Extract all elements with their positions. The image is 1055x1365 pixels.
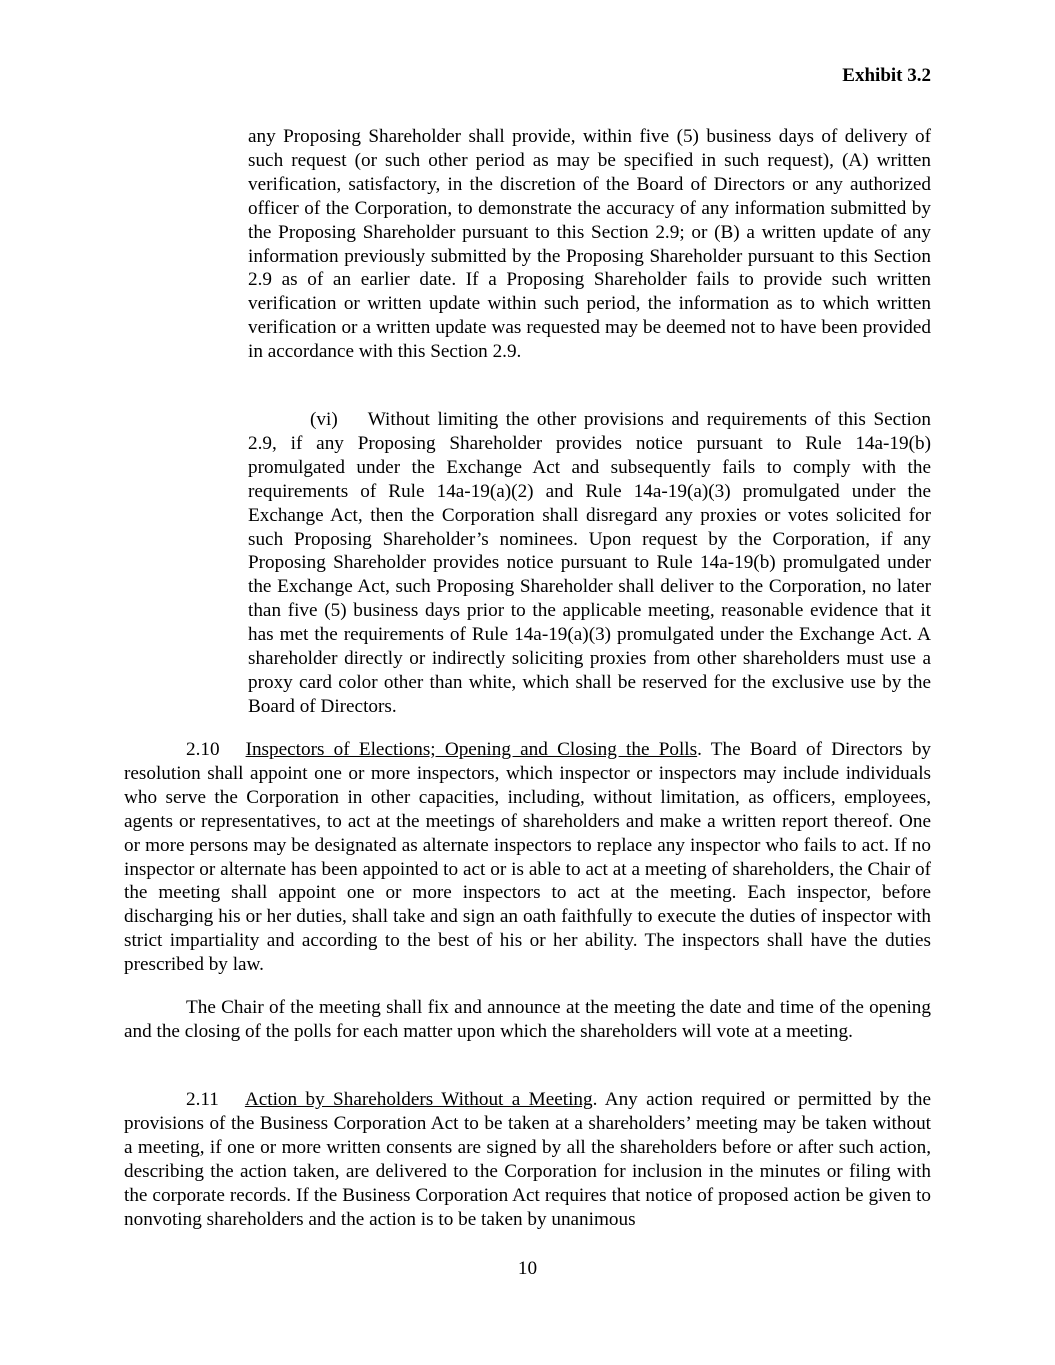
section-heading: Action by Shareholders Without a Meeting (244, 1089, 593, 1110)
paragraph-text: The Chair of the meeting shall fix and announce at the meeting the date and time of the opening and the closing of the polls for each matter upon which the shareholders will vote at a meeting. (124, 997, 931, 1042)
clause-number: (vi) (310, 409, 338, 430)
page-number: 10 (517, 1258, 538, 1279)
paragraph-continuation (248, 125, 931, 364)
section-heading: Inspectors of Elections; Opening and Closing the Polls (245, 739, 698, 760)
section-2-11 (124, 1088, 931, 1231)
paragraph-polls (124, 996, 931, 1044)
section-2-10 (124, 738, 931, 977)
paragraph-text: any Proposing Shareholder shall provide, within five (5) business days of delivery of such request (or such other period as may be specified in such request), (A) written verification, satisfactory, in the discretion of the Board of Directors or any authorized officer of the Corporation, to demonstrate the accuracy of any information submitted by the Proposing Shareholder pursuant to this Section 2.9; or (B) a written update of any information previously submitted by the Proposing Shareholder pursuant to this Section 2.9 as of an earlier date. If a Proposing Shareholder fails to provide such written verification or written update within such period, the information as to which written verification or a written update was requested may be deemed not to have been provided in accordance with this Section 2.9. (248, 126, 931, 363)
paragraph-vi (248, 408, 931, 719)
section-number: 2.10 (186, 739, 220, 760)
section-number: 2.11 (186, 1089, 219, 1110)
section-text: . Any action required or permitted by the provisions of the Business Corporation Act to be taken at a shareholders’ meeting may be taken without a meeting, if one or more written consents are signed by all the shareholders before or after such action, describing the action taken, are delivered to the Corporation for inclusion in the minutes or filing with the corporate records. If the Business Corporation Act requires that notice of proposed action be given to nonvoting shareholders and the action is to be taken by unanimous (124, 1089, 931, 1230)
paragraph-text: Without limiting the other provisions and requirements of this Section 2.9, if any Proposing Shareholder provides notice pursuant to Rule 14a-19(b) promulgated under the Exchange Act and subsequently fails to comply with the requirements of Rule 14a-19(a)(2) and Rule 14a-19(a)(3) promulgated under the Exchange Act, then the Corporation shall disregard any proxies or votes solicited for such Proposing Shareholder’s nominees. Upon request by the Corporation, if any Proposing Shareholder provides notice pursuant to Rule 14a-19(b) promulgated under the Exchange Act, such Proposing Shareholder shall deliver to the Corporation, no later than five (5) business days prior to the applicable meeting, reasonable evidence that it has met the requirements of Rule 14a-19(a)(3) promulgated under the Exchange Act. A shareholder directly or indirectly soliciting proxies from other shareholders must use a proxy card color other than white, which shall be reserved for the exclusive use by the Board of Directors. (248, 409, 931, 717)
section-text: . The Board of Directors by resolution shall appoint one or more inspectors, which inspector or inspectors may include individuals who serve the Corporation in other capacities, including, without limitation, as officers, employees, agents or representatives, to act at the meetings of shareholders and make a written report thereof. One or more persons may be designated as alternate inspectors to replace any inspector who fails to act. If no inspector or alternate has been appointed to act or is able to act at a meeting of shareholders, the Chair of the meeting shall appoint one or more inspectors to act at the meeting. Each inspector, before discharging his or her duties, shall take and sign an oath faithfully to execute the duties of inspector with strict impartiality and according to the best of his or her ability. The inspectors shall have the duties prescribed by law. (124, 739, 932, 976)
exhibit-label: Exhibit 3.2 (842, 65, 931, 86)
